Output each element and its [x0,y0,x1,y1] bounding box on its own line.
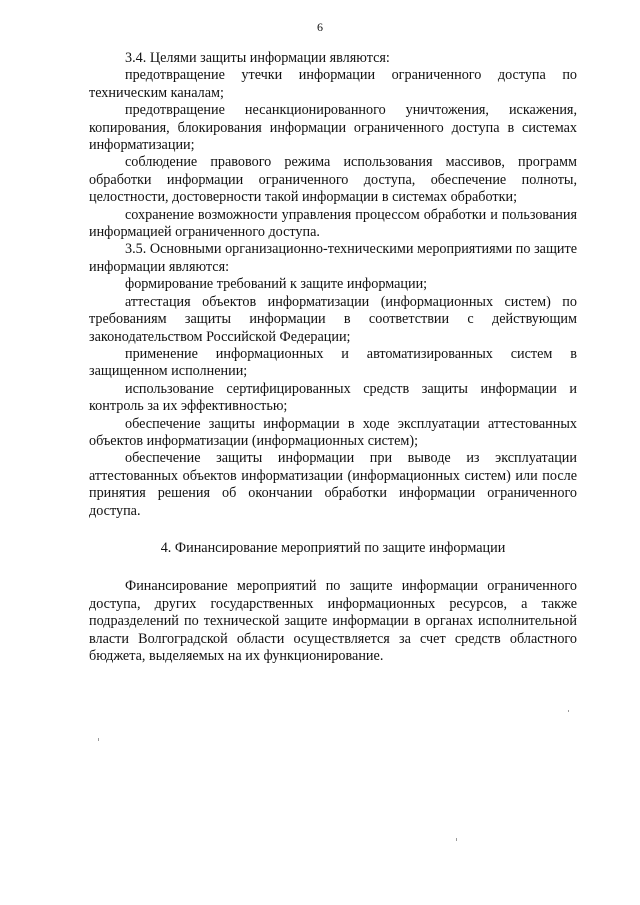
section-3-5-item: применение информационных и автоматизированных систем в защищенном исполнении; [89,345,577,380]
section-3-5-item: обеспечение защиты информации в ходе эксплуатации аттестованных объектов информатизации (информационных систем); [89,415,577,449]
section-3-5-item: обеспечение защиты информации при выводе из эксплуатации аттестованных объектов информатизации (информационных систем) или после принятия решения об окончании обработки информации ограниченного доступа. [89,450,577,519]
section-4-paragraph: Финансирование мероприятий по защите информации ограниченного доступа, других государственных информационных ресурсов, а также подразделений по технической защите информации в органах исполнительной власти Волгоградской области осуществляется за счет средств областного бюджета, выделяемых на их функционирование. [89,578,577,664]
scan-speck [568,710,569,712]
section-3-4-item: соблюдение правового режима использования массивов, программ обработки информации ограниченного доступа, обеспечение полноты, целостности, достоверности такой информации в системах обработки; [89,154,577,206]
section-3-5-item: использование сертифицированных средств защиты информации и контроль за их эффективностью; [89,380,577,415]
section-3-4-item: предотвращение несанкционированного уничтожения, искажения, копирования, блокирования информации ограниченного доступа в системах информатизации; [89,102,577,154]
scan-speck [98,738,99,741]
section-4-title: 4. Финансирование мероприятий по защите информации [160,539,506,556]
section-3-5-heading: 3.5. Основными организационно-техническими мероприятиями по защите информации являются: [89,241,577,275]
section-3-5-item: аттестация объектов информатизации (информационных систем) по требованиям защиты информации в соответствии с действующим законодательством Российской Федерации; [89,293,577,345]
section-3-5-item: формирование требований к защите информации; [125,276,428,293]
page-number: 6 [317,20,323,34]
section-3-4-item: сохранение возможности управления процессом обработки и пользования информацией ограниченного доступа. [89,206,577,241]
scan-speck [456,838,457,841]
section-3-4-item: предотвращение утечки информации ограниченного доступа по техническим каналам; [89,67,577,101]
document-body [89,50,577,665]
section-3-4-heading: 3.4. Целями защиты информации являются: [125,50,390,66]
